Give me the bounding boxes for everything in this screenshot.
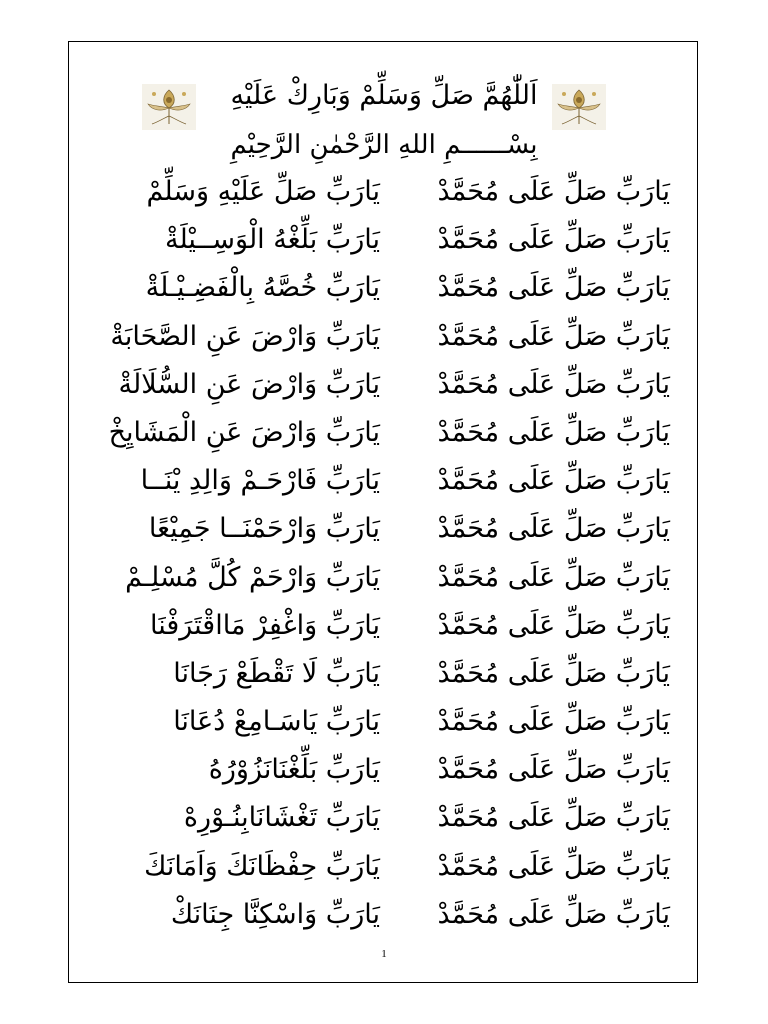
verse-row	[110, 411, 670, 459]
page-title: اَللّٰهُمَّ صَلِّ وَسَلِّمْ وَبَارِكْ عَلَيْهِ	[230, 80, 538, 111]
verse-refrain: يَارَبِّ صَلِّ عَلَى مُحَمَّدْ	[437, 320, 670, 352]
verse-refrain: يَارَبِّ صَلِّ عَلَى مُحَمَّدْ	[437, 898, 670, 930]
verse-row	[110, 796, 670, 844]
verse-couplet: يَارَبِّ بَلِّغْنَانَزُوْرُهُ	[208, 754, 380, 786]
verse-couplet: يَارَبِّ وَاسْكِنَّا جِنَانَكْ	[170, 898, 380, 930]
verse-couplet: يَارَبِّ بَلِّغْهُ الْوَسِــيْلَةْ	[165, 224, 380, 256]
verse-row	[110, 604, 670, 652]
verse-row	[110, 507, 670, 555]
basmala-line: بِسْــــــمِ اللهِ الرَّحْمٰنِ الرَّحِيْمِ	[230, 130, 538, 160]
verse-couplet: يَارَبِّ حِفْظَانَكَ وَاَمَانَكَ	[144, 850, 380, 882]
verse-couplet: يَارَبِّ وَاغْفِرْ مَااقْتَرَفْنَا	[149, 609, 380, 641]
verse-couplet: يَارَبِّ خُصَّهُ بِالْفَضِـيْـلَةْ	[145, 272, 380, 304]
verse-couplet: يَارَبِّ وَارْضَ عَنِ السُّلَالَةْ	[118, 368, 380, 400]
verse-refrain: يَارَبِّ صَلِّ عَلَى مُحَمَّدْ	[437, 465, 670, 497]
verse-refrain: يَارَبِّ صَلِّ عَلَى مُحَمَّدْ	[437, 754, 670, 786]
verse-row	[110, 556, 670, 604]
verse-couplet: يَارَبِّ يَاسَـامِعْ دُعَانَا	[173, 706, 380, 738]
page-number: 1	[381, 948, 387, 960]
verse-couplet: يَارَبِّ وَارْضَ عَنِ الصَّحَابَةْ	[110, 320, 380, 352]
verse-refrain: يَارَبِّ صَلِّ عَلَى مُحَمَّدْ	[437, 561, 670, 593]
verse-couplet: يَارَبِّ وَارْضَ عَنِ الْمَشَايِخْ	[108, 416, 380, 448]
verse-couplet: يَارَبِّ تَغْشَانَابِنُـوْرِهْ	[183, 802, 380, 834]
verse-row	[110, 652, 670, 700]
verse-couplet: يَارَبِّ وَارْحَمْنَــا جَمِيْعًا	[148, 513, 380, 545]
verse-row	[110, 266, 670, 314]
verse-refrain: يَارَبِّ صَلِّ عَلَى مُحَمَّدْ	[437, 416, 670, 448]
verse-list	[110, 170, 670, 941]
verse-row	[110, 845, 670, 893]
verse-refrain: يَارَبِّ صَلِّ عَلَى مُحَمَّدْ	[437, 272, 670, 304]
verse-row	[110, 170, 670, 218]
verse-refrain: يَارَبِّ صَلِّ عَلَى مُحَمَّدْ	[437, 657, 670, 689]
verse-row	[110, 315, 670, 363]
verse-refrain: يَارَبِّ صَلِّ عَلَى مُحَمَّدْ	[437, 176, 670, 207]
verse-couplet: يَارَبِّ لَا تَقْطَعْ رَجَانَا	[173, 657, 380, 689]
verse-row	[110, 363, 670, 411]
verse-refrain: يَارَبِّ صَلِّ عَلَى مُحَمَّدْ	[437, 513, 670, 545]
verse-refrain: يَارَبِّ صَلِّ عَلَى مُحَمَّدْ	[437, 609, 670, 641]
verse-refrain: يَارَبِّ صَلِّ عَلَى مُحَمَّدْ	[437, 706, 670, 738]
verse-refrain: يَارَبِّ صَلِّ عَلَى مُحَمَّدْ	[437, 368, 670, 400]
verse-row	[110, 893, 670, 941]
verse-row	[110, 459, 670, 507]
verse-refrain: يَارَبِّ صَلِّ عَلَى مُحَمَّدْ	[437, 850, 670, 882]
verse-refrain: يَارَبِّ صَلِّ عَلَى مُحَمَّدْ	[437, 802, 670, 834]
verse-couplet: يَارَبِّ فَارْحَـمْ وَالِدِ يْنَــا	[140, 465, 380, 497]
verse-refrain: يَارَبِّ صَلِّ عَلَى مُحَمَّدْ	[437, 224, 670, 256]
verse-couplet: يَارَبِّ وَارْحَمْ كُلَّ مُسْلِـمْ	[125, 561, 380, 593]
verse-row	[110, 748, 670, 796]
verse-row	[110, 700, 670, 748]
verse-couplet: يَارَبِّ صَلِّ عَلَيْهِ وَسَلِّمْ	[146, 176, 380, 207]
verse-row	[110, 218, 670, 266]
